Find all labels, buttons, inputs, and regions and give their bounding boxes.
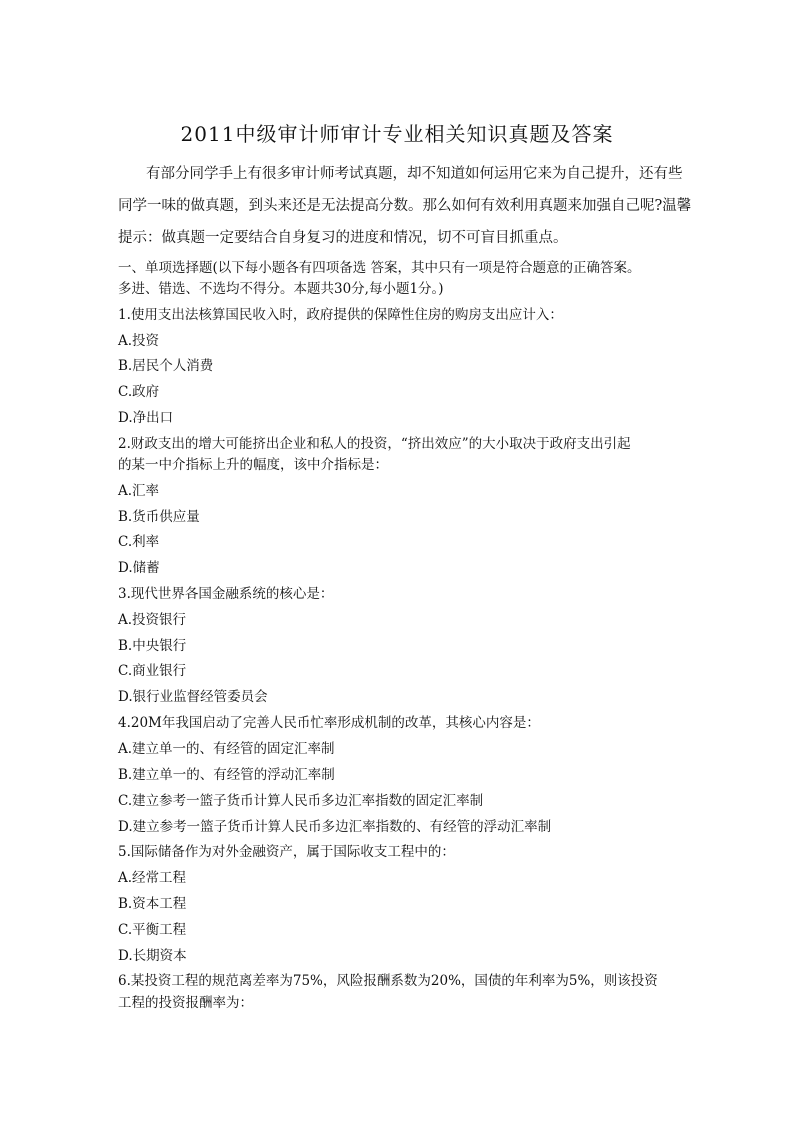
answer-option: C.商业银行 — [118, 663, 187, 679]
answer-option: D.净出口 — [118, 410, 174, 426]
answer-option: C.利率 — [118, 534, 160, 550]
answer-option: C.政府 — [118, 384, 160, 400]
answer-option: D.银行业监督经管委员会 — [118, 689, 268, 705]
intro-line: 提示：做真题一定要结合自身复习的进度和情况，切不可盲目抓重点。 — [118, 230, 568, 246]
section-heading-line: 多进、错选、不选均不得分。本题共30分,每小题1分。) — [118, 281, 444, 297]
document-title: 2011中级审计师审计专业相关知识真题及答案 — [180, 122, 614, 146]
answer-option: B.居民个人消费 — [118, 358, 214, 374]
answer-option: B.中央银行 — [118, 638, 187, 654]
question-stem: 5.国际储备作为对外金融资产，属于国际收支工程中的： — [118, 844, 455, 860]
question-stem: 工程的投资报酬率为： — [118, 995, 253, 1011]
answer-option: D.储蓄 — [118, 560, 160, 576]
answer-option: B.货币供应量 — [118, 509, 200, 525]
answer-option: A.投资 — [118, 333, 160, 349]
answer-option: A.经常工程 — [118, 870, 187, 886]
section-heading-line: 一、单项选择题(以下每小题各有四项备选 答案，其中只有一项是符合题意的正确答案。 — [118, 260, 641, 276]
question-stem: 2.财政支出的增大可能挤出企业和私人的投资，“挤出效应”的大小取决于政府支出引起 — [118, 436, 631, 452]
answer-option: D.长期资本 — [118, 948, 187, 964]
answer-option: D.建立参考一篮子货币计算人民币多边汇率指数的、有经管的浮动汇率制 — [118, 819, 552, 835]
answer-option: A.建立单一的、有经管的固定汇率制 — [118, 741, 335, 757]
question-stem: 1.使用支出法核算国民收入时，政府提供的保障性住房的购房支出应计入： — [118, 307, 563, 323]
question-stem: 3.现代世界各国金融系统的核心是： — [118, 586, 334, 602]
question-stem: 4.20M年我国启动了完善人民币忙率形成机制的改革，其核心内容是： — [118, 715, 540, 731]
question-stem: 的某一中介指标上升的幅度，该中介指标是： — [118, 457, 388, 473]
question-stem: 6.某投资工程的规范离差率为75%，风险报酬系数为20%，国债的年利率为5%，则该投资 — [118, 973, 658, 989]
intro-line: 同学一味的做真题，到头来还是无法提高分数。那么如何有效利用真题来加强自己呢?温馨 — [118, 198, 692, 214]
answer-option: C.建立参考一篮子货币计算人民币多边汇率指数的固定汇率制 — [118, 793, 484, 809]
answer-option: B.建立单一的、有经管的浮动汇率制 — [118, 767, 335, 783]
answer-option: A.投资银行 — [118, 612, 187, 628]
intro-line: 有部分同学手上有很多审计师考试真题，却不知道如何运用它来为自己提升，还有些 — [146, 166, 683, 182]
answer-option: B.资本工程 — [118, 896, 187, 912]
answer-option: C.平衡工程 — [118, 922, 187, 938]
answer-option: A.汇率 — [118, 483, 160, 499]
